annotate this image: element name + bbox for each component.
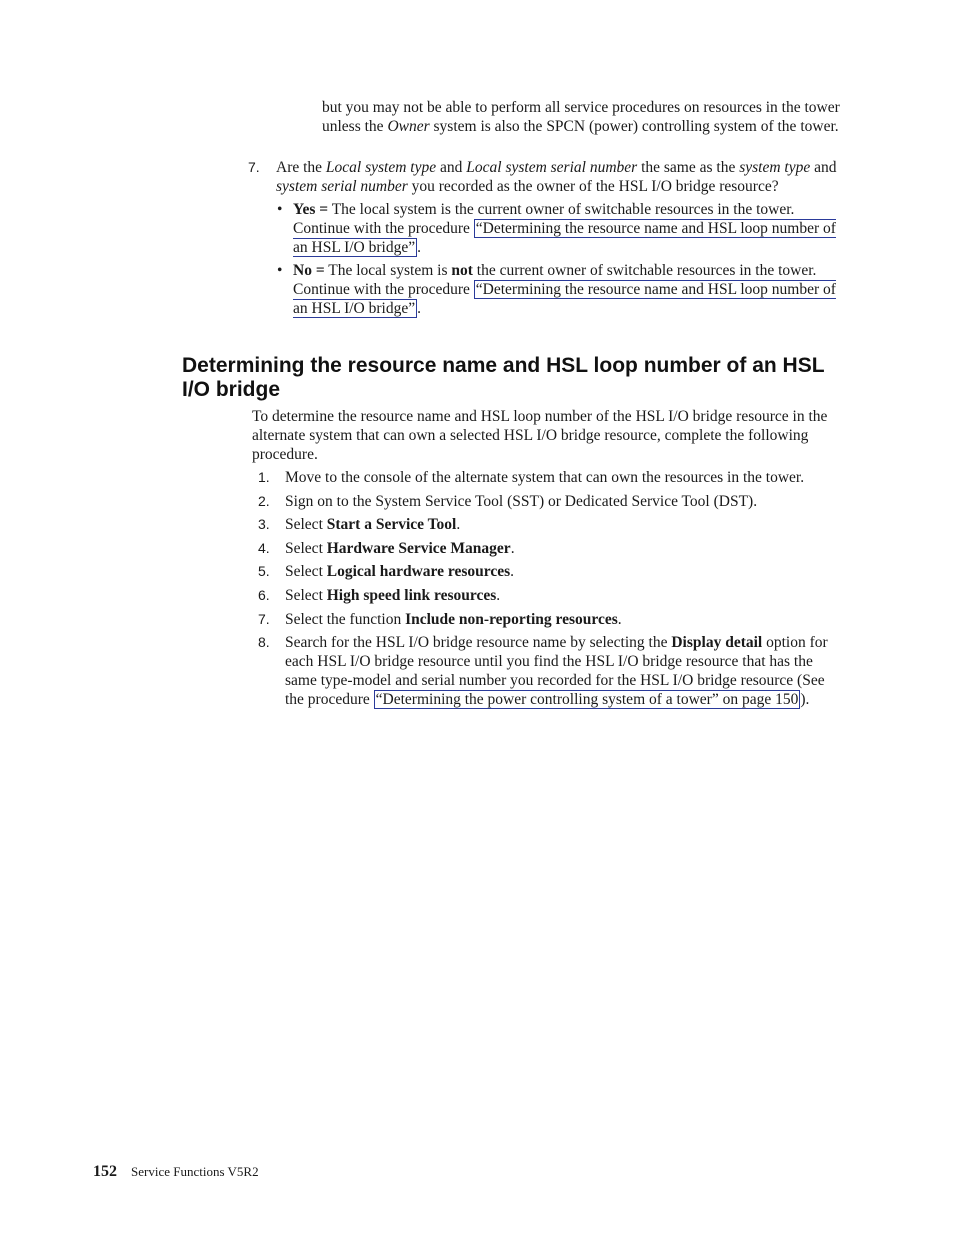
step-6 — [258, 586, 842, 605]
section-heading: Determining the resource name and HSL loop number of an HSL I/O bridge — [182, 354, 825, 401]
text-run: The local system is — [324, 262, 452, 279]
bullet-icon: • — [277, 201, 283, 218]
list-item-body — [276, 158, 848, 318]
step-number: 6. — [258, 586, 270, 603]
text-run: the current owner of switchable resources in the tower. Continue with the procedure — [293, 262, 817, 298]
step-8 — [258, 633, 842, 709]
link-determining-resource-name[interactable]: “Determining the resource name and HSL loop number of an HSL I/O bridge” — [293, 220, 836, 256]
step-number: 1. — [258, 469, 270, 485]
owner-term: Owner — [387, 118, 430, 135]
step-text: Search for the HSL I/O bridge resource name by selecting the — [285, 634, 672, 652]
step-text: Select — [285, 563, 327, 581]
step-text: option for each HSL I/O bridge resource until you find the HSL I/O bridge resource that has the same type-model and serial number you recorded for the HSL I/O bridge resource (See the procedure — [285, 634, 828, 709]
step-text: Select — [285, 586, 327, 604]
step-text: . — [617, 610, 622, 628]
step-option: Logical hardware resources — [326, 563, 511, 581]
text-run: and — [810, 159, 837, 176]
term-local-serial: Local system serial number — [466, 159, 638, 176]
text-run: The local system is the current owner of switchable resources in the tower. Continue with the procedure — [293, 201, 795, 237]
step-1 — [258, 468, 842, 487]
section-intro: To determine the resource name and HSL loop number of the HSL I/O bridge resource in the alternate system that can own a selected HSL I/O bridge resource, complete the following procedure. — [252, 408, 828, 463]
step-number: 2. — [258, 492, 270, 509]
step-4 — [258, 539, 842, 558]
no-label: No = — [293, 262, 325, 279]
term-system-serial: system serial number — [276, 178, 408, 195]
step-option: Display detail — [671, 634, 763, 652]
page-footer — [93, 1162, 259, 1181]
text-run: you recorded as the owner of the HSL I/O bridge resource? — [407, 178, 779, 195]
step-text: Select — [285, 516, 327, 534]
step-number: 3. — [258, 516, 270, 533]
emphasis-not: not — [451, 262, 473, 279]
step-text: Select — [285, 539, 327, 557]
text-run: the same as the — [637, 159, 740, 176]
step-2 — [258, 492, 842, 511]
step-text: Sign on to the System Service Tool (SST) or Dedicated Service Tool (DST). — [285, 492, 758, 510]
text-run: and — [436, 159, 467, 176]
link-determining-resource-name[interactable]: “Determining the resource name and HSL loop number of an HSL I/O bridge” — [293, 281, 836, 317]
step-text: . — [456, 516, 461, 534]
page-number: 152 — [93, 1163, 117, 1180]
bullet-yes — [276, 200, 848, 257]
term-system-type: system type — [739, 159, 811, 176]
text-run: . — [417, 239, 421, 256]
step-text: . — [510, 563, 515, 581]
step-text: . — [496, 586, 501, 604]
bullet-icon: • — [277, 262, 283, 279]
step-text: . — [510, 539, 515, 557]
step-option: High speed link resources — [326, 586, 497, 604]
continuation-paragraph — [322, 98, 842, 136]
step-3 — [258, 515, 842, 534]
step-option: Include non-reporting resources — [405, 610, 618, 628]
question-text — [276, 158, 848, 196]
continuation-text: but you may not be able to perform all service procedures on resources in the tower unless the — [322, 99, 840, 135]
yes-label: Yes = — [293, 201, 329, 218]
step-number: 8. — [258, 634, 270, 651]
list-item-7 — [248, 158, 848, 322]
step-text: Move to the console of the alternate system that can own the resources in the tower. — [285, 469, 805, 486]
step-text: ). — [800, 691, 810, 709]
step-number: 7. — [258, 610, 270, 627]
step-number: 5. — [258, 563, 270, 580]
step-option: Hardware Service Manager — [326, 539, 511, 557]
bullet-no — [276, 261, 848, 318]
book-title: Service Functions V5R2 — [131, 1164, 259, 1179]
step-option: Start a Service Tool — [326, 516, 457, 534]
text-run: Are the — [276, 159, 326, 176]
term-local-system-type: Local system type — [325, 159, 437, 176]
step-number: 4. — [258, 539, 270, 556]
step-5 — [258, 562, 842, 581]
continuation-text-end: system is also the SPCN (power) controlling system of the tower. — [429, 118, 839, 135]
procedure-steps — [258, 468, 842, 714]
text-run: . — [417, 300, 421, 317]
step-7 — [258, 610, 842, 629]
link-power-controlling-system[interactable]: “Determining the power controlling system of a tower” on page 150 — [375, 691, 799, 709]
answer-list — [276, 200, 848, 318]
step-text: Select the function — [285, 610, 406, 628]
list-number: 7. — [248, 159, 260, 175]
